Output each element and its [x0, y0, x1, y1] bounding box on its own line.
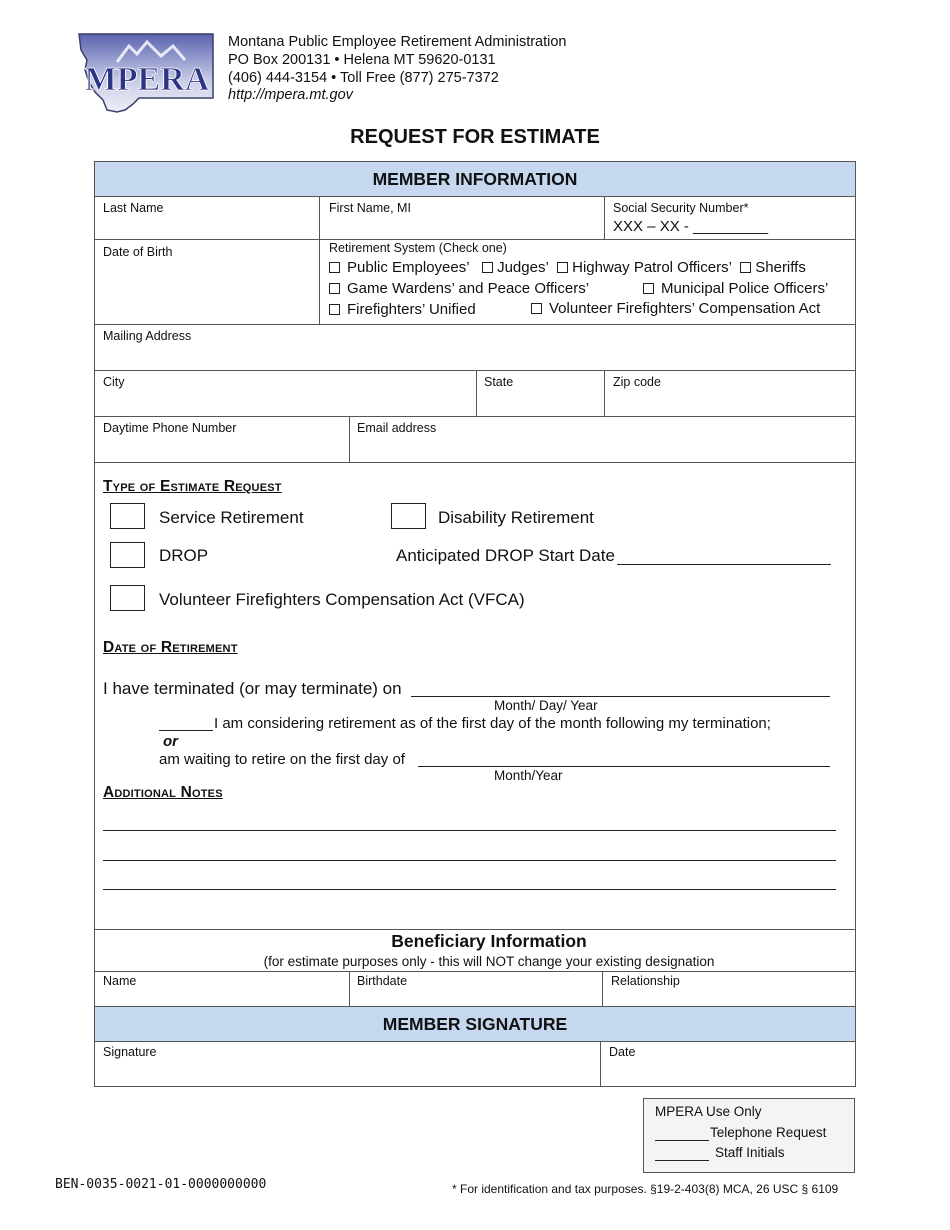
zip-field[interactable]: Zip code — [613, 375, 661, 389]
last-name-field[interactable]: Last Name — [103, 201, 164, 215]
email-field[interactable]: Email address — [357, 421, 437, 435]
service-retirement-label: Service Retirement — [159, 508, 304, 527]
org-address: PO Box 200131 • Helena MT 59620-0131 — [228, 52, 496, 68]
beneficiary-heading: Beneficiary Information — [391, 931, 587, 951]
page-title: REQUEST FOR ESTIMATE — [350, 126, 600, 148]
terminated-label: I have terminated (or may terminate) on — [103, 679, 402, 698]
estimate-type-heading: Type of Estimate Request — [103, 478, 282, 495]
checkbox-icon — [329, 283, 340, 294]
signature-date-field[interactable]: Date — [609, 1045, 636, 1059]
estimate-form — [94, 161, 856, 1087]
city-field[interactable]: City — [103, 375, 125, 389]
system-highway-patrol[interactable]: Highway Patrol Officers’ — [557, 259, 732, 276]
checkbox-icon — [557, 262, 568, 273]
beneficiary-note: (for estimate purposes only - this will NOT change your existing designation — [263, 954, 715, 969]
signature-field[interactable]: Signature — [103, 1045, 157, 1059]
drop-start-label: Anticipated DROP Start Date — [396, 546, 615, 565]
beneficiary-birthdate-field[interactable]: Birthdate — [357, 974, 408, 988]
system-firefighters-unified[interactable]: Firefighters’ Unified — [329, 301, 476, 318]
checkbox-icon — [531, 303, 542, 314]
disability-retirement-checkbox[interactable] — [391, 503, 426, 529]
office-use-box — [643, 1098, 855, 1173]
org-phone: (406) 444-3154 • Toll Free (877) 275-7372 — [228, 70, 499, 86]
checkbox-icon — [329, 304, 340, 315]
drop-start-date-field[interactable] — [617, 564, 831, 565]
retirement-date-heading: Date of Retirement — [103, 639, 238, 656]
checkbox-icon — [329, 262, 340, 273]
staff-initials-field[interactable] — [655, 1160, 709, 1161]
logo-text: MPERA — [84, 61, 210, 98]
form-code: BEN-0035-0021-01-0000000000 — [55, 1177, 267, 1192]
month-year-caption: Month/Year — [494, 768, 563, 783]
state-field[interactable]: State — [484, 375, 514, 389]
ssn-label: Social Security Number* — [613, 201, 749, 215]
waiting-label: am waiting to retire on the first day of — [159, 751, 405, 768]
notes-heading: Additional Notes — [103, 784, 223, 801]
checkbox-icon — [482, 262, 493, 273]
telephone-request-field[interactable] — [655, 1140, 709, 1141]
notes-line[interactable] — [103, 860, 836, 861]
mailing-address-field[interactable]: Mailing Address — [103, 329, 192, 343]
vfca-checkbox[interactable] — [110, 585, 145, 611]
considering-label: I am considering retirement as of the first day of the month following my termination; — [214, 715, 771, 732]
disability-retirement-label: Disability Retirement — [438, 508, 594, 527]
retirement-system-label: Retirement System (Check one) — [329, 241, 507, 255]
telephone-request-label: Telephone Request — [710, 1125, 827, 1140]
staff-initials-label: Staff Initials — [715, 1145, 785, 1160]
system-volunteer-firefighters[interactable]: Volunteer Firefighters’ Compensation Act — [531, 300, 820, 317]
system-game-wardens[interactable]: Game Wardens’ and Peace Officers’ — [329, 280, 589, 297]
dob-field[interactable]: Date of Birth — [103, 245, 173, 259]
checkbox-icon — [740, 262, 751, 273]
drop-label: DROP — [159, 546, 209, 565]
mdy-caption: Month/ Day/ Year — [494, 698, 598, 713]
system-judges[interactable]: Judges’ — [482, 259, 549, 276]
ssn-field[interactable]: XXX – XX - _________ — [613, 218, 769, 235]
signature-heading: MEMBER SIGNATURE — [95, 1007, 855, 1041]
vfca-label: Volunteer Firefighters Compensation Act (VFCA) — [159, 590, 525, 609]
system-municipal-police[interactable]: Municipal Police Officers’ — [643, 280, 828, 297]
considering-initial-field[interactable] — [159, 730, 213, 731]
mpera-logo — [77, 32, 215, 114]
member-info-heading: MEMBER INFORMATION — [95, 162, 855, 196]
termination-date-field[interactable] — [411, 696, 830, 697]
or-label: or — [163, 733, 178, 750]
retire-month-year-field[interactable] — [418, 766, 830, 767]
phone-field[interactable]: Daytime Phone Number — [103, 421, 237, 435]
notes-line[interactable] — [103, 889, 836, 890]
service-retirement-checkbox[interactable] — [110, 503, 145, 529]
notes-line[interactable] — [103, 830, 836, 831]
system-public-employees[interactable]: Public Employees’ — [329, 259, 470, 276]
org-name: Montana Public Employee Retirement Administration — [228, 34, 567, 50]
system-sheriffs[interactable]: Sheriffs — [740, 259, 806, 276]
beneficiary-relationship-field[interactable]: Relationship — [611, 974, 680, 988]
first-name-field[interactable]: First Name, MI — [329, 201, 411, 215]
footnote: * For identification and tax purposes. §19-2-403(8) MCA, 26 USC § 6109 — [452, 1182, 839, 1196]
beneficiary-name-field[interactable]: Name — [103, 974, 137, 988]
office-use-title: MPERA Use Only — [655, 1104, 762, 1119]
checkbox-icon — [643, 283, 654, 294]
drop-checkbox[interactable] — [110, 542, 145, 568]
org-website[interactable]: http://mpera.mt.gov — [228, 87, 353, 103]
